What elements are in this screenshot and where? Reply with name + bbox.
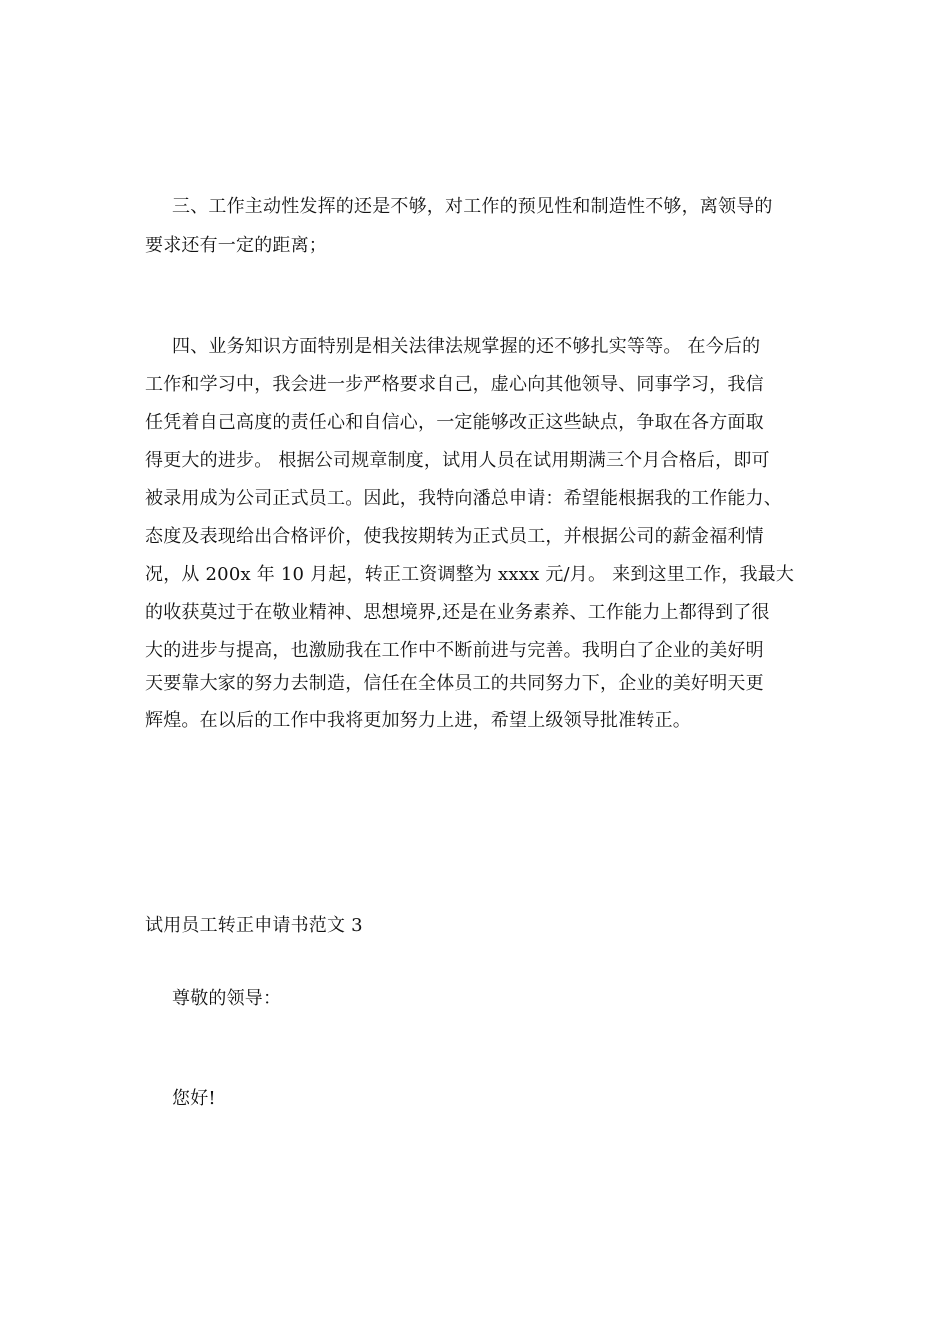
paragraph-4-line-10: 天要靠大家的努力去制造，信任在全体员工的共同努力下，企业的美好明天更 xyxy=(145,673,764,694)
greeting: 您好! xyxy=(172,1088,216,1109)
paragraph-4-line-8: 的收获莫过于在敬业精神、思想境界,还是在业务素养、工作能力上都得到了很 xyxy=(145,602,770,623)
paragraph-4-line-9: 大的进步与提高，也激励我在工作中不断前进与完善。我明白了企业的美好明 xyxy=(145,640,764,661)
paragraph-4-line-3: 任凭着自己高度的责任心和自信心，一定能够改正这些缺点，争取在各方面取 xyxy=(145,412,764,433)
paragraph-3-line-1: 三、工作主动性发挥的还是不够，对工作的预见性和制造性不够，离领导的 xyxy=(172,196,773,217)
paragraph-4-line-6: 态度及表现给出合格评价，使我按期转为正式员工，并根据公司的薪金福利情 xyxy=(145,526,764,547)
paragraph-3-line-2: 要求还有一定的距离； xyxy=(145,235,327,256)
paragraph-4-line-7: 况，从 200x 年 10 月起，转正工资调整为 xxxx 元/月。 来到这里工作，我最大 xyxy=(145,564,795,585)
paragraph-4-line-4: 得更大的进步。 根据公司规章制度，试用人员在试用期满三个月合格后，即可 xyxy=(145,450,770,471)
paragraph-4-line-11: 辉煌。在以后的工作中我将更加努力上进，希望上级领导批准转正。 xyxy=(145,710,691,731)
salutation: 尊敬的领导： xyxy=(172,988,282,1009)
paragraph-4-line-2: 工作和学习中，我会进一步严格要求自己，虚心向其他领导、同事学习，我信 xyxy=(145,374,764,395)
section-title: 试用员工转正申请书范文 3 xyxy=(145,915,363,936)
paragraph-4-line-1: 四、业务知识方面特别是相关法律法规掌握的还不够扎实等等。 在今后的 xyxy=(172,336,761,357)
paragraph-4-line-5: 被录用成为公司正式员工。因此，我特向潘总申请：希望能根据我的工作能力、 xyxy=(145,488,782,509)
